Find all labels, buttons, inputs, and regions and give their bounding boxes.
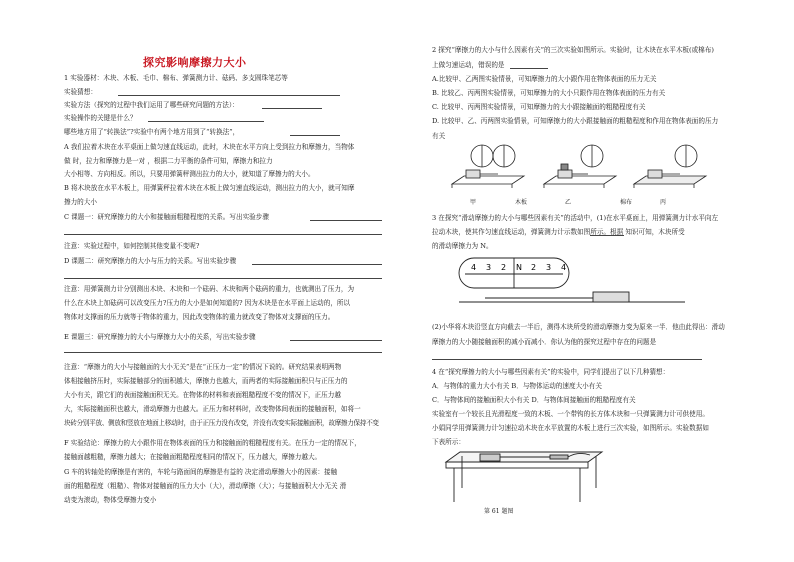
figure-label-bing: 丙 — [660, 199, 667, 206]
text-line: E 课题三：研究摩擦力的大小与摩擦力大小的关系，写出实验步骤 — [64, 333, 256, 341]
text-line: A 我们拉着木块在水平桌面上做匀速直线运动，此时，木块在水平方向上受到拉力和摩擦力，当物体 — [64, 143, 355, 151]
text-line: 拉动木块，使其作匀速直线运动，弹簧测力计示数如图所示。根据 知识可知，木块所受 — [432, 228, 685, 236]
text-line: 物体对支撑面的压力就等于物体的重力，因此改变物体的重力就改变了物体对支撑面的压力。 — [64, 313, 335, 321]
text-line: 实验室有一个较长且光滑程度一致的木板、一个带钩的长方体木块和一只弹簧测力计可供使用。 — [432, 410, 709, 418]
text-line: 块砖分别平放、侧放和竖放在地面上移动时，由于正压力没有改变，并没有改变实际接触面积，故摩擦力保持不变 — [64, 419, 379, 427]
table-block-figure — [440, 448, 610, 504]
text-line: G 车的转轴处的摩擦是有害的，车轮与路面间的摩擦是有益的 决定滑动摩擦大小的因素：接触 — [64, 468, 338, 476]
text-line: 体相接触挤压时，实际接触部分的面积越大，摩擦力也越大，而两者的实际接触面积只与正压力的 — [64, 377, 348, 385]
page-title: 探究影响摩擦力大小 — [143, 56, 247, 69]
text-line: A.比较甲、乙两图实验情景，可知摩擦力的大小跟作用在物体表面的压力无关 — [432, 75, 657, 83]
figure-label-board: 木板 — [515, 199, 528, 206]
scale-number: 4 — [471, 263, 477, 272]
text-line: 接触面越粗糙，摩擦力越大；在接触面粗糙程度相同的情况下，压力越大，摩擦力越大。 — [64, 453, 322, 461]
text-line: C. 比较甲、丙两图实验情景，可知摩擦力的大小跟接触面的粗糙程度有关 — [432, 103, 646, 111]
text-line: 小娟同学用弹簧测力计匀速拉动木块在水平放置的木板上进行三次实验，如图所示。实验数据如 — [432, 424, 709, 432]
friction-experiment-figure — [448, 140, 718, 212]
text-line: 3 在探究“滑动摩擦力的大小与哪些因素有关”的活动中，(1)在水平桌面上，用弹簧测力计水平向左 — [432, 214, 719, 222]
spring-scale-figure — [455, 252, 695, 318]
text-line: B. 比较乙、丙两图实验情景，可知摩擦力的大小只跟作用在物体表面的压力有关 — [432, 89, 666, 97]
text-line: B 将木块放在水平木板上，用弹簧秤拉着木块在木板上做匀速直线运动，测出拉力的大小，就可知摩 — [64, 184, 355, 192]
scale-number: 4 — [561, 263, 567, 272]
text-line: C 课题一：研究摩擦力的大小和接触面粗糙程度的关系。写出实验步骤 — [64, 213, 269, 221]
scale-number: 2 — [531, 263, 537, 272]
text-line: 1 实验器材：木块、木板、毛巾、棉布、弹簧测力计、砝码、多支圆珠笔芯等 — [64, 74, 288, 82]
text-line: (2)小华将木块沿竖直方向截去一半后，测得木块所受的滑动摩擦力变为原来一半．他由此得出：滑动 — [432, 323, 725, 331]
text-line: 2 探究“摩擦力的大小与什么因素有关”的三次实验如图所示。实验时，让木块在水平木板(或棉布) — [432, 46, 714, 54]
text-line: 实验方法（探究的过程中我们运用了哪些研究问题的方法）： — [64, 101, 239, 109]
text-line: 摩擦力的大小随接触面积的减小而减小．你认为他的探究过程中存在的问题是 — [432, 338, 657, 346]
scale-number: 3 — [486, 263, 492, 272]
text-line: 实验操作的关键是什么？ — [64, 114, 137, 122]
text-line: 注意：“摩擦力的大小与接触面的大小无关”是在“正压力一定”的情况下说的。研究结果表明两物 — [64, 363, 342, 371]
figure-label-yi: 乙 — [565, 199, 572, 206]
text-line: D 课题二：研究摩擦力的大小与压力的关系。写出实验步骤 — [64, 257, 237, 265]
text-line: 有关 — [432, 132, 446, 140]
text-line: 大小相等、方向相反。所以，只要用弹簧秤测出拉力的大小，就知道了摩擦力的大小。 — [64, 170, 315, 178]
text-line: 擦力的大小 — [64, 198, 97, 206]
text-line: 4 在“探究摩擦力的大小与哪些因素有关”的实验中，同学们提出了以下几种猜想： — [432, 368, 670, 376]
text-line: 大，实际接触面积也越大，滑动摩擦力也越大。正压力和材料时，改变物体间表面的接触面积，如将一 — [64, 405, 361, 413]
text-line: 哪些地方用了“转换法”?实验中有两个地方用到了“转换法”， — [64, 128, 240, 136]
text-line: 注意：用弹簧测力计分别测出木块、木块和一个砝码、木块和两个砝码的重力，也就测出了压力，为 — [64, 285, 355, 293]
text-line: 实验猜想： — [64, 88, 97, 96]
text-line: 注意：实验过程中，如何控制其他变量不变呢? — [64, 242, 200, 250]
figure-label-cotton: 棉布 — [620, 199, 633, 206]
text-line: 什么在木块上加砝码可以改变压力?压力的大小是如何知道的? 因为木块是在水平面上运动的，所以 — [64, 299, 351, 307]
text-line: D. 比较甲、乙、丙两图实验情景，可知摩擦力的大小跟接触面的粗糙程度和作用在物体表面的压力 — [432, 117, 719, 125]
figure-label-jia: 甲 — [470, 199, 477, 206]
text-line: 动变为滚动，物体受摩擦力变小 — [64, 496, 157, 504]
text-line: 下表所示： — [432, 438, 465, 446]
text-line: C．与物体间的接触面积大小有关 D．与物体间接触面的粗糙程度有关 — [432, 396, 636, 404]
text-line: 做 时，拉力和摩擦力是一对 ，根据二力平衡的条件可知，摩擦力和拉力 — [64, 157, 273, 165]
text-line: A．与物体的重力大小有关 B．与物体运动的速度大小有关 — [432, 382, 602, 390]
figure-caption: 第 61 题图 — [484, 508, 514, 515]
text-line: 的滑动摩擦力为 N。 — [432, 242, 493, 250]
text-line: F 实验结论：摩擦力的大小跟作用在物体表面的压力和接触面的粗糙程度有关。在压力一定的情况下， — [64, 439, 361, 447]
scale-number: N — [516, 263, 522, 272]
text-line: 上做匀速运动，错误的是 — [432, 61, 505, 69]
scale-number: 2 — [501, 263, 507, 272]
scale-number: 3 — [546, 263, 552, 272]
text-line: 大小有关，跟它们的表面接触面积无关。在物体的材料和表面粗糙程度不变的情况下，正压力越 — [64, 391, 341, 399]
text-line: 面的粗糙程度（粗糙）、物体对接触面的压力大小（大），滑动摩擦（大）；与接触面积大小无关 滑 — [64, 482, 347, 490]
